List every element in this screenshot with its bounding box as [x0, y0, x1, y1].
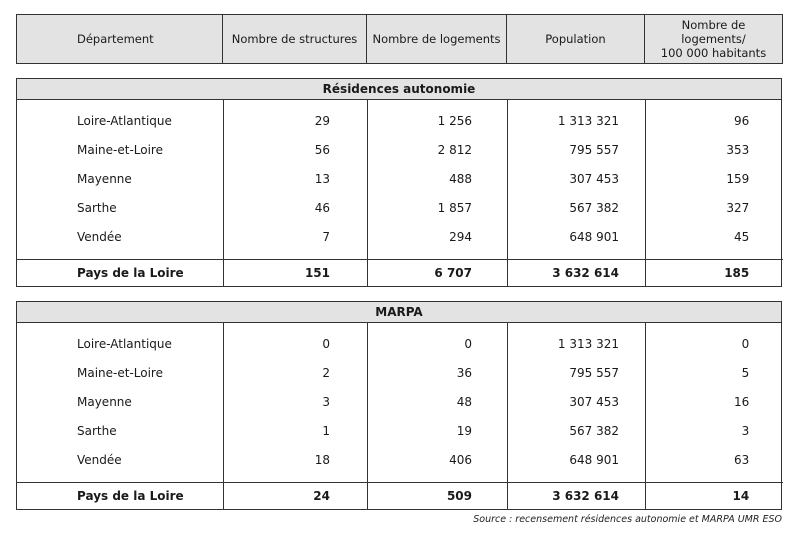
cell-population — [507, 193, 645, 222]
value-logements: 488 — [449, 171, 472, 186]
table-row — [17, 222, 783, 251]
cell-logements — [367, 135, 507, 164]
cell-ratio — [645, 416, 783, 445]
cell-departement: Pays de la Loire — [17, 483, 223, 510]
table-row — [17, 358, 783, 387]
cell-departement: Maine-et-Loire — [77, 365, 163, 380]
cell-ratio — [645, 323, 783, 358]
cell-structures — [223, 100, 367, 135]
value-structures: 3 — [322, 394, 330, 409]
section-table — [17, 100, 783, 286]
table-row — [17, 100, 783, 135]
value-logements: 1 256 — [437, 113, 472, 128]
cell-ratio — [645, 135, 783, 164]
cell-ratio — [645, 387, 783, 416]
cell-logements — [367, 445, 507, 474]
cell-ratio — [645, 358, 783, 387]
header-ratio-line2: 100 000 habitants — [660, 46, 767, 60]
spacer-row — [17, 474, 783, 483]
cell-structures — [223, 445, 367, 474]
cell-ratio — [645, 260, 783, 287]
cell-population — [507, 260, 645, 287]
cell-structures — [223, 135, 367, 164]
cell-departement: Sarthe — [77, 423, 117, 438]
cell-ratio — [645, 445, 783, 474]
total-row — [17, 483, 783, 510]
value-logements: 2 812 — [437, 142, 472, 157]
value-structures: 56 — [314, 142, 330, 157]
value-logements: 294 — [449, 229, 472, 244]
value-logements: 19 — [456, 423, 472, 438]
cell-population — [507, 483, 645, 510]
cell-population — [507, 164, 645, 193]
cell-population — [507, 416, 645, 445]
cell-population — [507, 135, 645, 164]
statistics-table — [16, 14, 782, 510]
value-population: 1 313 321 — [557, 336, 619, 351]
column-header-table — [16, 14, 783, 64]
section-marpa — [16, 301, 782, 510]
cell-departement: Mayenne — [77, 394, 132, 409]
cell-logements — [367, 193, 507, 222]
header-ratio — [645, 15, 783, 64]
value-structures: 1 — [322, 423, 330, 438]
cell-logements — [367, 323, 507, 358]
cell-departement: Vendée — [77, 229, 122, 244]
value-structures: 13 — [314, 171, 330, 186]
value-logements: 509 — [446, 489, 472, 503]
value-logements: 0 — [464, 336, 472, 351]
cell-logements — [367, 260, 507, 287]
table-row — [17, 135, 783, 164]
value-ratio: 185 — [724, 266, 750, 280]
value-structures: 29 — [314, 113, 330, 128]
section-residences-autonomie — [16, 78, 782, 287]
header-structures: Nombre de structures — [223, 15, 367, 64]
cell-logements — [367, 222, 507, 251]
value-population: 795 557 — [569, 365, 619, 380]
table-row — [17, 387, 783, 416]
value-ratio: 5 — [741, 365, 750, 380]
value-population: 648 901 — [569, 452, 619, 467]
value-structures: 18 — [314, 452, 330, 467]
value-population: 3 632 614 — [552, 489, 619, 503]
table-row — [17, 164, 783, 193]
cell-structures — [223, 416, 367, 445]
table-row — [17, 323, 783, 358]
value-ratio: 96 — [733, 113, 750, 128]
cell-ratio — [645, 483, 783, 510]
value-logements: 6 707 — [434, 266, 472, 280]
value-logements: 48 — [456, 394, 472, 409]
cell-logements — [367, 387, 507, 416]
value-ratio: 14 — [732, 489, 750, 503]
value-structures: 24 — [313, 489, 330, 503]
value-structures: 151 — [304, 266, 330, 280]
table-row — [17, 416, 783, 445]
source-note: Source : recensement résidences autonomie et MARPA UMR ESO — [473, 514, 782, 525]
cell-structures — [223, 387, 367, 416]
header-logements: Nombre de logements — [367, 15, 507, 64]
value-population: 1 313 321 — [557, 113, 619, 128]
cell-structures — [223, 483, 367, 510]
cell-population — [507, 100, 645, 135]
value-logements: 406 — [449, 452, 472, 467]
cell-departement: Loire-Atlantique — [77, 113, 172, 128]
cell-logements — [367, 483, 507, 510]
cell-population — [507, 387, 645, 416]
value-ratio: 63 — [733, 452, 750, 467]
value-structures: 2 — [322, 365, 330, 380]
cell-logements — [367, 164, 507, 193]
header-departement: Département — [17, 15, 223, 64]
value-ratio: 45 — [733, 229, 750, 244]
section-table — [17, 323, 783, 509]
value-ratio: 353 — [726, 142, 750, 157]
value-population: 3 632 614 — [552, 266, 619, 280]
cell-structures — [223, 222, 367, 251]
cell-ratio — [645, 100, 783, 135]
cell-population — [507, 445, 645, 474]
cell-departement: Sarthe — [77, 200, 117, 215]
value-ratio: 3 — [741, 423, 750, 438]
cell-departement: Mayenne — [77, 171, 132, 186]
cell-departement: Maine-et-Loire — [77, 142, 163, 157]
value-logements: 1 857 — [437, 200, 472, 215]
header-population: Population — [507, 15, 645, 64]
cell-departement: Vendée — [77, 452, 122, 467]
cell-ratio — [645, 222, 783, 251]
table-row — [17, 445, 783, 474]
cell-logements — [367, 358, 507, 387]
cell-structures — [223, 193, 367, 222]
value-population: 795 557 — [569, 142, 619, 157]
value-ratio: 159 — [726, 171, 750, 186]
cell-structures — [223, 260, 367, 287]
value-population: 307 453 — [569, 394, 619, 409]
cell-structures — [223, 164, 367, 193]
value-structures: 0 — [322, 336, 330, 351]
spacer-row — [17, 251, 783, 260]
cell-departement: Loire-Atlantique — [77, 336, 172, 351]
value-ratio: 327 — [726, 200, 750, 215]
cell-departement: Pays de la Loire — [17, 260, 223, 287]
cell-population — [507, 358, 645, 387]
value-ratio: 16 — [733, 394, 750, 409]
value-structures: 7 — [322, 229, 330, 244]
cell-logements — [367, 416, 507, 445]
value-structures: 46 — [314, 200, 330, 215]
value-population: 567 382 — [569, 200, 619, 215]
cell-population — [507, 222, 645, 251]
cell-ratio — [645, 193, 783, 222]
value-population: 307 453 — [569, 171, 619, 186]
total-row — [17, 260, 783, 287]
section-title: Résidences autonomie — [17, 79, 781, 100]
column-header-row — [17, 15, 783, 64]
cell-ratio — [645, 164, 783, 193]
cell-population — [507, 323, 645, 358]
cell-structures — [223, 358, 367, 387]
value-population: 567 382 — [569, 423, 619, 438]
table-row — [17, 193, 783, 222]
value-ratio: 0 — [741, 336, 750, 351]
value-logements: 36 — [456, 365, 472, 380]
section-title: MARPA — [17, 302, 781, 323]
header-ratio-line1: Nombre de logements/ — [681, 18, 746, 46]
value-population: 648 901 — [569, 229, 619, 244]
cell-structures — [223, 323, 367, 358]
cell-logements — [367, 100, 507, 135]
